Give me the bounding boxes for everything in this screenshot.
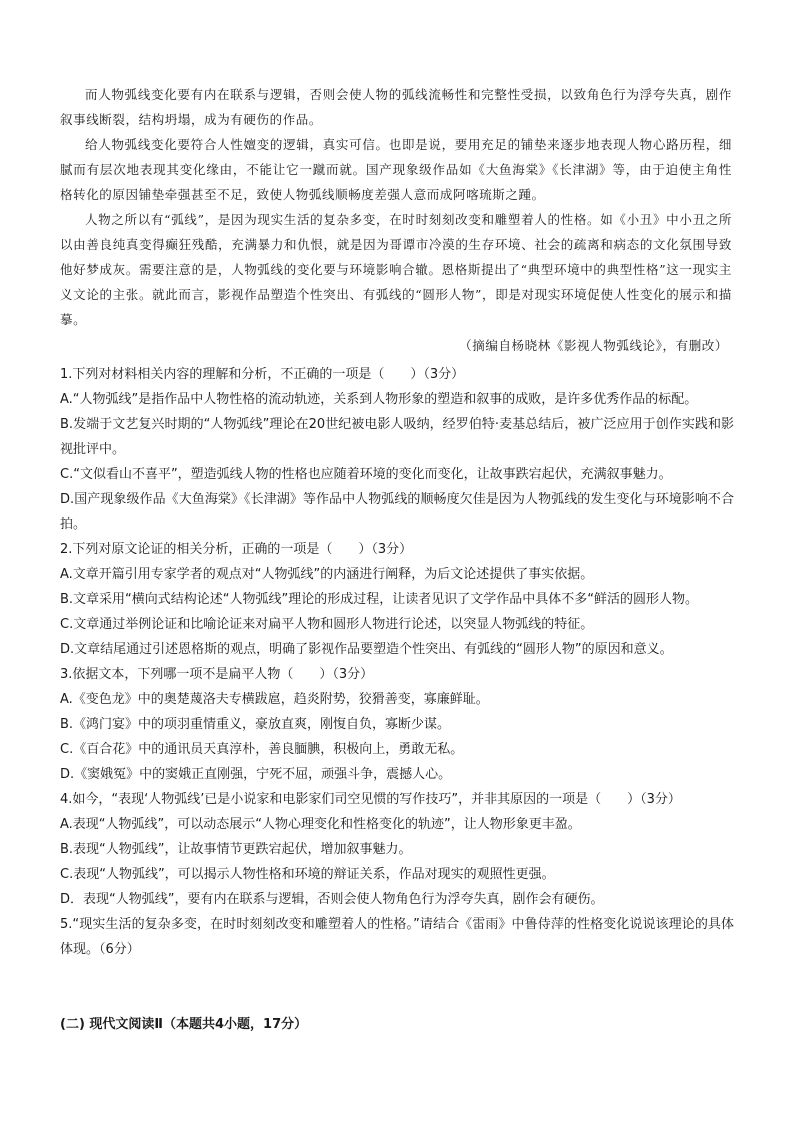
option-c: C.《百合花》中的通讯员天真淳朴，善良腼腆，积极向上，勇敢无私。 <box>60 742 464 757</box>
passage-paragraph: 人物之所以有“弧线”，是因为现实生活的复杂多变，在时时刻刻改变和雕塑着人的性格。如《小丑》中小丑之所以由善良纯真变得癫狂残酷，充满暴力和仇恨，就是因为哥谭市冷漠的生存环境、社会的疏离和病态的文化氛围导致他好梦成灰。需要注意的是，人物弧线的变化要与环境影响合辙。恩格斯提出了“典型环境中的典型性格”这一现实主义文论的主张。就此而言，影视作品塑造个性突出、有弧线的“圆形人物”，即是对现实环境促使人性变化的展示和描摹。 <box>60 212 732 327</box>
passage-paragraph: 而人物弧线变化要有内在联系与逻辑，否则会使人物的弧线流畅性和完整性受损，以致角色行为浮夸失真，剧作叙事线断裂，结构坍塌，成为有硬伤的作品。 <box>60 87 732 127</box>
option-c: C.表现“人物弧线”，可以揭示人物性格和环境的辩证关系，作品对现实的观照性更强。 <box>60 867 555 882</box>
section-heading: (二) 现代文阅读Ⅱ（本题共4小题，17分） <box>60 1017 308 1032</box>
option-a: A.《变色龙》中的奥楚蔑洛夫专横跋扈，趋炎附势，狡猾善变，寡廉鲜耻。 <box>60 692 489 707</box>
question-2 <box>60 537 734 662</box>
question-stem: 5.“现实生活的复杂多变，在时时刻刻改变和雕塑着人的性格。”请结合《雷雨》中鲁侍萍的性格变化说说该理论的具体体现。（6分） <box>60 917 734 957</box>
option-b: B.发端于文艺复兴时期的“人物弧线”理论在20世纪被电影人吸纳，经罗伯特·麦基总结后，被广泛应用于创作实践和影视批评中。 <box>60 417 734 457</box>
question-5 <box>60 912 734 962</box>
option-a: A.“人物弧线”是指作品中人物性格的流动轨迹，关系到人物形象的塑造和叙事的成败，是许多优秀作品的标配。 <box>60 392 698 407</box>
option-c: C.文章通过举例论证和比喻论证来对扁平人物和圆形人物进行论述，以突显人物弧线的特征。 <box>60 617 594 632</box>
option-b: B.表现“人物弧线”，让故事情节更跌宕起伏，增加叙事魅力。 <box>60 842 412 857</box>
question-stem: 4.如今，“表现‘人物弧线’已是小说家和电影家们司空见惯的写作技巧”，并非其原因的一项是（ ）（3分） <box>60 792 681 807</box>
option-b: B.文章采用“横向式结构论述“人物弧线”理论的形成过程，让读者见识了文学作品中具体不多“鲜活的圆形人物。 <box>60 592 698 607</box>
passage-source: （摘编自杨晓林《影视人物弧线论》，有删改） <box>459 338 728 353</box>
question-list <box>60 362 734 962</box>
question-stem: 1.下列对材料相关内容的理解和分析，不正确的一项是（ ）（3分） <box>60 367 465 382</box>
option-d: D．表现“人物弧线”，要有内在联系与逻辑，否则会使人物角色行为浮夸失真，剧作会有硬伤。 <box>60 892 604 907</box>
question-1 <box>60 362 734 537</box>
option-a: A.文章开篇引用专家学者的观点对“人物弧线”的内涵进行阐释，为后文论述提供了事实依据。 <box>60 567 594 582</box>
option-b: B.《鸿门宴》中的项羽重情重义，豪放直爽，刚愎自负，寡断少谋。 <box>60 717 451 732</box>
option-c: C.“文似看山不喜平”，塑造弧线人物的性格也应随着环境的变化而变化，让故事跌宕起伏，充满叙事魅力。 <box>60 467 672 482</box>
question-3 <box>60 662 734 787</box>
question-4 <box>60 787 734 912</box>
question-stem: 3.依据文本，下列哪一项不是扁平人物（ ）（3分） <box>60 667 374 682</box>
option-a: A.表现“人物弧线”，可以动态展示“人物心理变化和性格变化的轨迹”，让人物形象更丰盈。 <box>60 817 581 832</box>
option-d: D.国产现象级作品《大鱼海棠》《长津湖》等作品中人物弧线的顺畅度欠佳是因为人物弧线的发生变化与环境影响不合拍。 <box>60 492 734 532</box>
option-d: D.《窦娥冤》中的窦娥正直刚强，宁死不屈，顽强斗争，震撼人心。 <box>60 767 452 782</box>
reading-passage <box>60 82 732 332</box>
question-stem: 2.下列对原文论证的相关分析，正确的一项是（ ）（3分） <box>60 542 413 557</box>
option-d: D.文章结尾通过引述恩格斯的观点，明确了影视作品要塑造个性突出、有弧线的“圆形人物”的原因和意义。 <box>60 642 673 657</box>
passage-paragraph: 给人物弧线变化要符合人性嬗变的逻辑，真实可信。也即是说，要用充足的铺垫来逐步地表现人物心路历程，细腻而有层次地表现其变化缘由，不能让它一蹴而就。国产现象级作品如《大鱼海棠》《长津湖》等，由于迫使主角性格转化的原因铺垫牵强甚至不足，致使人物弧线顺畅度差强人意而成阿喀琉斯之踵。 <box>60 137 732 202</box>
